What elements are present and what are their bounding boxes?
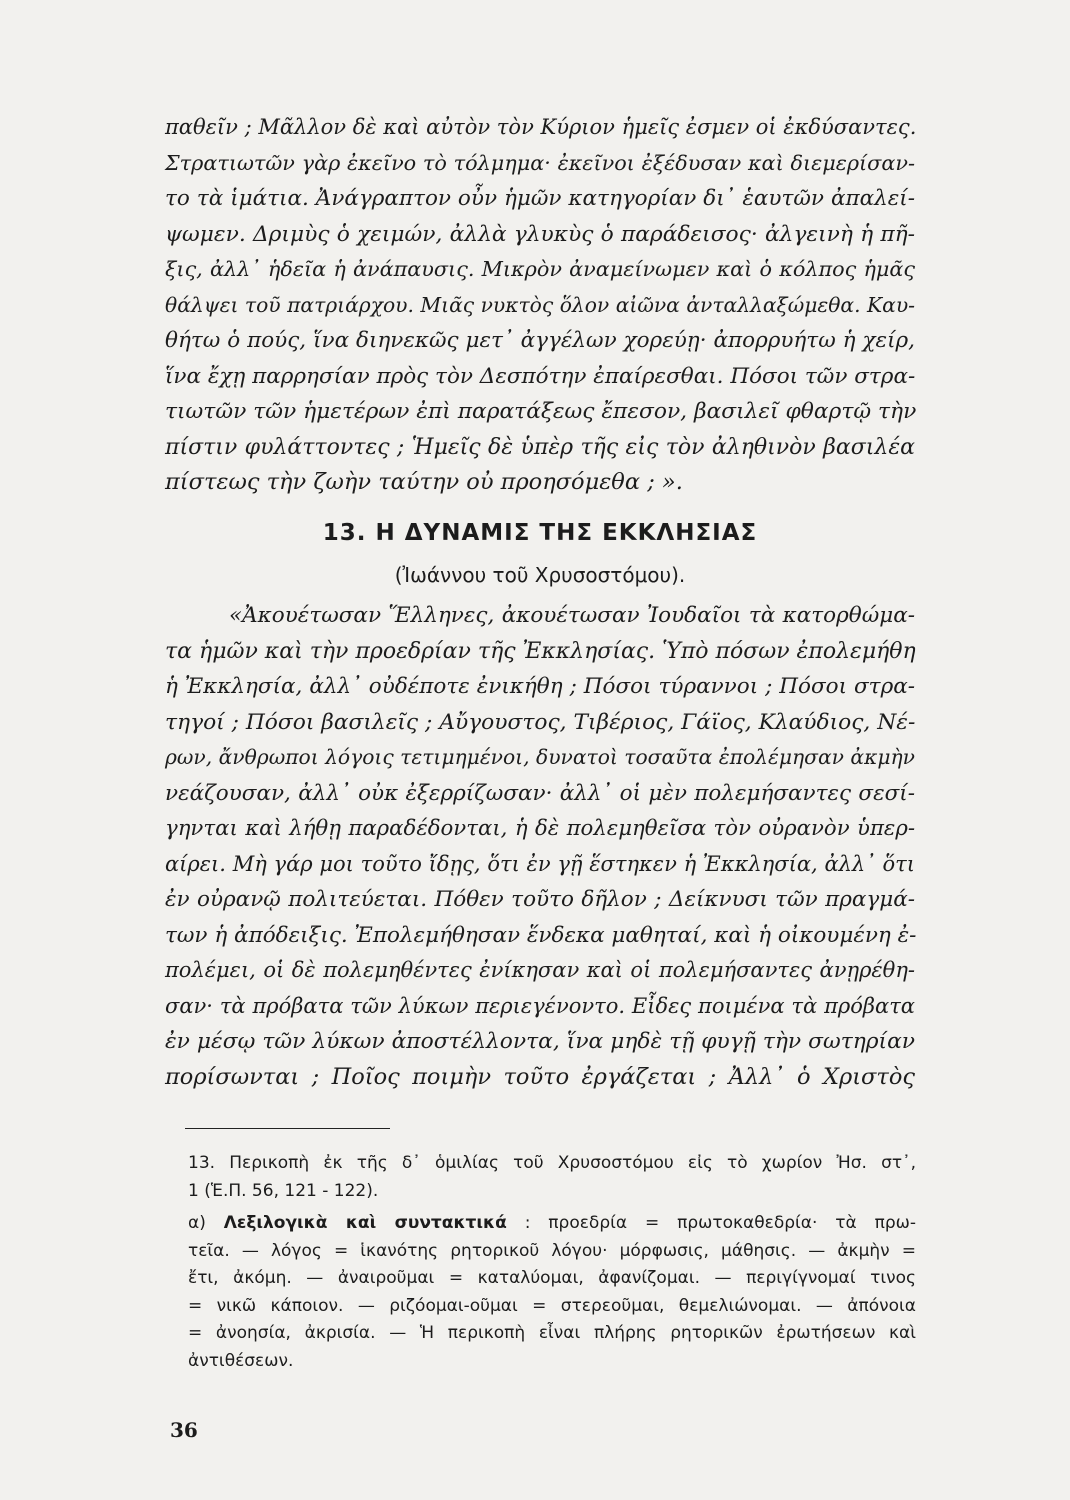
- text-line: θήτω ὁ πούς, ἵνα διηνεκῶς μετ᾽ ἀγγέλων χορεύῃ· ἀπορρυήτω ἡ χείρ,: [165, 328, 915, 353]
- footnote-line: [188, 1210, 916, 1238]
- footnote-line: = νικῶ κάποιον. — ριζόομαι-οῦμαι = στερεοῦμαι, θεμελιώνομαι. — ἀπόνοια: [188, 1295, 916, 1316]
- text-line: ἐν οὐρανῷ πολιτεύεται. Πόθεν τοῦτο δῆλον ; Δείκνυσι τῶν πραγμά-: [165, 887, 915, 912]
- text-line: θάλψει τοῦ πατριάρχου. Μιᾶς νυκτὸς ὅλον αἰῶνα ἀνταλλαξώμεθα. Καυ-: [165, 292, 915, 317]
- text-line: πίστιν φυλάττοντες ; Ἡμεῖς δὲ ὑπὲρ τῆς εἰς τὸν ἀληθινὸν βασιλέα: [165, 434, 915, 460]
- text-line: Στρατιωτῶν γὰρ ἐκεῖνο τὸ τόλμημα· ἐκεῖνοι ἐξέδυσαν καὶ διεμερίσαν-: [165, 150, 915, 175]
- top-passage: [165, 110, 915, 501]
- page-number: 36: [170, 1418, 198, 1442]
- text-line: των ἡ ἀπόδειξις. Ἐπολεμήθησαν ἕνδεκα μαθηταί, καὶ ἡ οἰκουμένη ἐ-: [165, 922, 917, 948]
- text-line: νεάζουσαν, ἀλλ᾽ οὐκ ἐξερρίζωσαν· ἀλλ᾽ οἱ μὲν πολεμήσαντες σεσί-: [165, 780, 915, 806]
- text-line: πορίσωνται ; Ποῖος ποιμὴν τοῦτο ἐργάζεται ; Ἀλλ᾽ ὁ Χριστὸς: [165, 1063, 915, 1090]
- glossary-text: : προεδρία = πρωτοκαθεδρία· τὰ πρω-: [524, 1213, 917, 1233]
- glossary-label: α): [188, 1213, 206, 1233]
- footnote-line: ἔτι, ἀκόμη. — ἀναιροῦμαι = καταλύομαι, ἀφανίζομαι. — περιγίγνομαί τινος: [188, 1268, 916, 1288]
- text-line: τα ἡμῶν καὶ τὴν προεδρίαν τῆς Ἐκκλησίας. Ὑπὸ πόσων ἐπολεμήθη: [165, 638, 916, 664]
- footnote-line: τεῖα. — λόγος = ἱκανότης ρητορικοῦ λόγου· μόρφωσις, μάθησις. — ἀκμὴν =: [188, 1240, 916, 1261]
- body-passage: [165, 598, 915, 1095]
- footnote-line: = ἀνοησία, ἀκρισία. — Ἡ περικοπὴ εἶναι πλήρης ρητορικῶν ἐρωτήσεων καὶ: [188, 1323, 916, 1343]
- text-line: πίστεως τὴν ζωὴν ταύτην οὐ προησόμεθα ; ».: [165, 469, 683, 495]
- text-line: ρων, ἄνθρωποι λόγοις τετιμημένοι, δυνατοὶ τοσαῦτα ἐπολέμησαν ἀκμὴν: [165, 745, 915, 769]
- text-line: γηνται καὶ λήθῃ παραδέδονται, ἡ δὲ πολεμηθεῖσα τὸν οὐρανὸν ὑπερ-: [165, 816, 915, 841]
- text-line: σαν· τὰ πρόβατα τῶν λύκων περιεγένοντο. Εἶδες ποιμένα τὰ πρόβατα: [165, 993, 915, 1018]
- section-heading: 13. Η ΔΥΝΑΜΙΣ ΤΗΣ ΕΚΚΛΗΣΙΑΣ: [322, 520, 758, 546]
- footnote-line: 1 (Ἑ.Π. 56, 121 - 122).: [188, 1180, 379, 1201]
- text-line: παθεῖν ; Μᾶλλον δὲ καὶ αὐτὸν τὸν Κύριον ἡμεῖς ἐσμεν οἱ ἐκδύσαντες.: [165, 115, 917, 139]
- footnote-line: ἀντιθέσεων.: [188, 1350, 294, 1371]
- footnote-divider: [185, 1128, 390, 1129]
- text-line: ἵνα ἔχῃ παρρησίαν πρὸς τὸν Δεσπότην ἐπαίρεσθαι. Πόσοι τῶν στρα-: [165, 363, 916, 389]
- text-line: πολέμει, οἱ δὲ πολεμηθέντες ἐνίκησαν καὶ οἱ πολεμήσαντες ἀνῃρέθη-: [165, 958, 915, 982]
- footnote-line: 13. Περικοπὴ ἐκ τῆς δ᾽ ὁμιλίας τοῦ Χρυσοστόμου εἰς τὸ χωρίον Ἠσ. στ᾽,: [188, 1153, 916, 1173]
- text-line: αίρει. Μὴ γάρ μοι τοῦτο ἴδῃς, ὅτι ἐν γῇ ἕστηκεν ἡ Ἐκκλησία, ἀλλ᾽ ὅτι: [165, 851, 915, 876]
- text-line: τηγοί ; Πόσοι βασιλεῖς ; Αὔγουστος, Τιβέριος, Γάϊος, Κλαύδιος, Νέ-: [165, 709, 916, 735]
- section-subheading: (Ἰωάννου τοῦ Χρυσοστόμου).: [394, 563, 686, 587]
- text-line: τιωτῶν τῶν ἡμετέρων ἐπὶ παρατάξεως ἔπεσον, βασιλεῖ φθαρτῷ τὴν: [165, 399, 917, 424]
- text-line: ἡ Ἐκκλησία, ἀλλ᾽ οὐδέποτε ἐνικήθη ; Πόσοι τύραννοι ; Πόσοι στρα-: [165, 674, 915, 699]
- footnote-glossary: [188, 1210, 916, 1375]
- glossary-heading: Λεξιλογικὰ καὶ συντακτικά: [223, 1213, 507, 1233]
- text-line: ἐν μέσῳ τῶν λύκων ἀποστέλλοντα, ἵνα μηδὲ τῇ φυγῇ τὴν σωτηρίαν: [165, 1029, 915, 1054]
- text-line: ψωμεν. Δριμὺς ὁ χειμών, ἀλλὰ γλυκὺς ὁ παράδεισος· ἀλγεινὴ ἡ πῆ-: [165, 221, 915, 247]
- text-line: ξις, ἀλλ᾽ ἡδεῖα ἡ ἀνάπαυσις. Μικρὸν ἀναμείνωμεν καὶ ὁ κόλπος ἡμᾶς: [165, 257, 915, 281]
- footnote-source: [188, 1150, 916, 1205]
- text-line: «Ἀκουέτωσαν Ἕλληνες, ἀκουέτωσαν Ἰουδαῖοι τὰ κατορθώμα-: [229, 603, 915, 628]
- text-line: το τὰ ἱμάτια. Ἀνάγραπτον οὖν ἡμῶν κατηγορίαν δι᾽ ἑαυτῶν ἀπαλεί-: [165, 186, 915, 211]
